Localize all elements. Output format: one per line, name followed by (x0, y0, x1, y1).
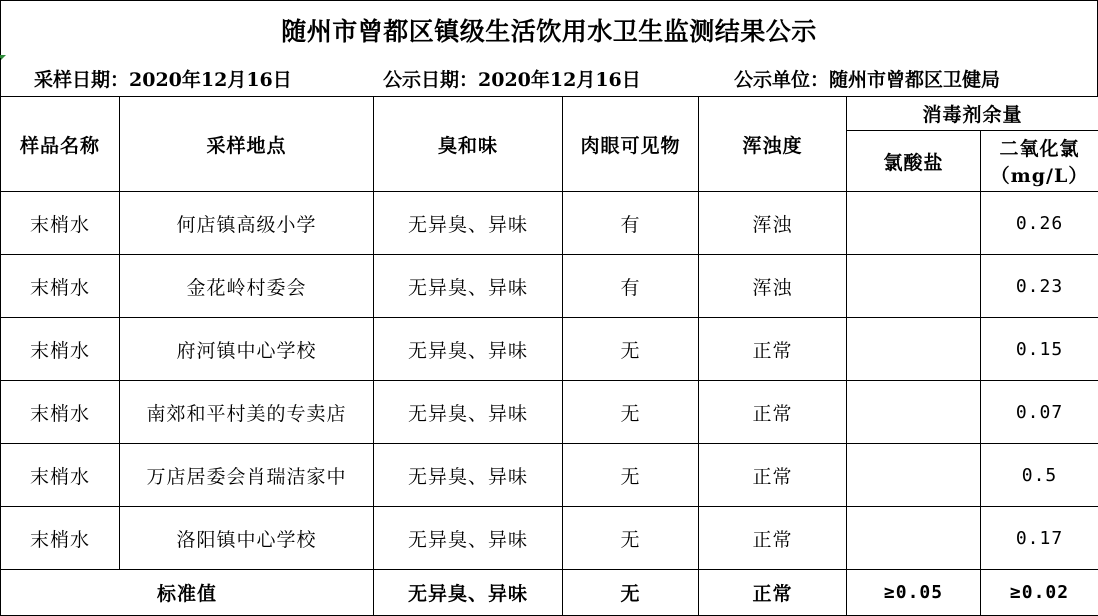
cell-visible: 无 (563, 507, 699, 570)
header-odor: 臭和味 (374, 97, 563, 192)
cell-location: 南郊和平村美的专卖店 (120, 381, 374, 444)
header-chlorate: 氯酸盐 (847, 131, 981, 192)
standard-chlorate: ≥0.05 (847, 570, 981, 616)
standard-odor: 无异臭、异味 (374, 570, 563, 616)
cell-odor: 无异臭、异味 (374, 381, 563, 444)
cell-odor: 无异臭、异味 (374, 192, 563, 255)
header-row (1, 97, 1098, 131)
table-row (1, 255, 1098, 318)
cell-turbidity: 正常 (699, 381, 847, 444)
cell-odor: 无异臭、异味 (374, 444, 563, 507)
header-turbidity: 浑浊度 (699, 97, 847, 192)
cell-chlorate (847, 318, 981, 381)
cell-chlorine-dioxide: 0.23 (981, 255, 1098, 318)
cell-chlorate (847, 507, 981, 570)
header-location: 采样地点 (120, 97, 374, 192)
cell-odor: 无异臭、异味 (374, 318, 563, 381)
cell-turbidity: 浑浊 (699, 255, 847, 318)
table-row (1, 192, 1098, 255)
cell-name: 末梢水 (1, 444, 120, 507)
cell-turbidity: 浑浊 (699, 192, 847, 255)
header-name: 样品名称 (1, 97, 120, 192)
cell-location: 万店居委会肖瑞洁家中 (120, 444, 374, 507)
cell-chlorate (847, 255, 981, 318)
cell-location: 何店镇高级小学 (120, 192, 374, 255)
standard-chlorine-dioxide: ≥0.02 (981, 570, 1098, 616)
chlorine-dioxide-unit: （mg/L） (981, 161, 1098, 188)
meta-row (0, 58, 1098, 96)
cell-turbidity: 正常 (699, 444, 847, 507)
cell-chlorate (847, 192, 981, 255)
publish-date: 公示日期：2020年12月16日 (383, 65, 641, 92)
cell-odor: 无异臭、异味 (374, 255, 563, 318)
cell-name: 末梢水 (1, 318, 120, 381)
header-disinfectant: 消毒剂余量 (847, 97, 1098, 131)
cell-chlorine-dioxide: 0.5 (981, 444, 1098, 507)
cell-visible: 有 (563, 192, 699, 255)
cell-visible: 有 (563, 255, 699, 318)
cell-name: 末梢水 (1, 507, 120, 570)
standard-row (1, 570, 1098, 616)
header-chlorine-dioxide (981, 131, 1098, 192)
cell-odor: 无异臭、异味 (374, 507, 563, 570)
cell-turbidity: 正常 (699, 318, 847, 381)
results-table (0, 96, 1098, 616)
standard-turbidity: 正常 (699, 570, 847, 616)
header-visible: 肉眼可见物 (563, 97, 699, 192)
chlorine-dioxide-label: 二氧化氯 (1000, 138, 1080, 160)
table-row (1, 318, 1098, 381)
cell-chlorine-dioxide: 0.17 (981, 507, 1098, 570)
cell-location: 金花岭村委会 (120, 255, 374, 318)
standard-visible: 无 (563, 570, 699, 616)
table-row (1, 381, 1098, 444)
page-title: 随州市曾都区镇级生活饮用水卫生监测结果公示 (0, 0, 1098, 58)
cell-visible: 无 (563, 318, 699, 381)
standard-label: 标准值 (1, 570, 374, 616)
cell-chlorine-dioxide: 0.26 (981, 192, 1098, 255)
sampling-date: 采样日期：2020年12月16日 (34, 65, 292, 92)
cell-chlorine-dioxide: 0.07 (981, 381, 1098, 444)
cell-chlorate (847, 381, 981, 444)
table-row (1, 507, 1098, 570)
cell-name: 末梢水 (1, 192, 120, 255)
cell-name: 末梢水 (1, 255, 120, 318)
cell-chlorine-dioxide: 0.15 (981, 318, 1098, 381)
cell-turbidity: 正常 (699, 507, 847, 570)
publisher: 公示单位：随州市曾都区卫健局 (734, 65, 1000, 92)
cell-location: 府河镇中心学校 (120, 318, 374, 381)
cell-visible: 无 (563, 381, 699, 444)
table-row (1, 444, 1098, 507)
cell-chlorate (847, 444, 981, 507)
cell-location: 洛阳镇中心学校 (120, 507, 374, 570)
cell-name: 末梢水 (1, 381, 120, 444)
cell-visible: 无 (563, 444, 699, 507)
